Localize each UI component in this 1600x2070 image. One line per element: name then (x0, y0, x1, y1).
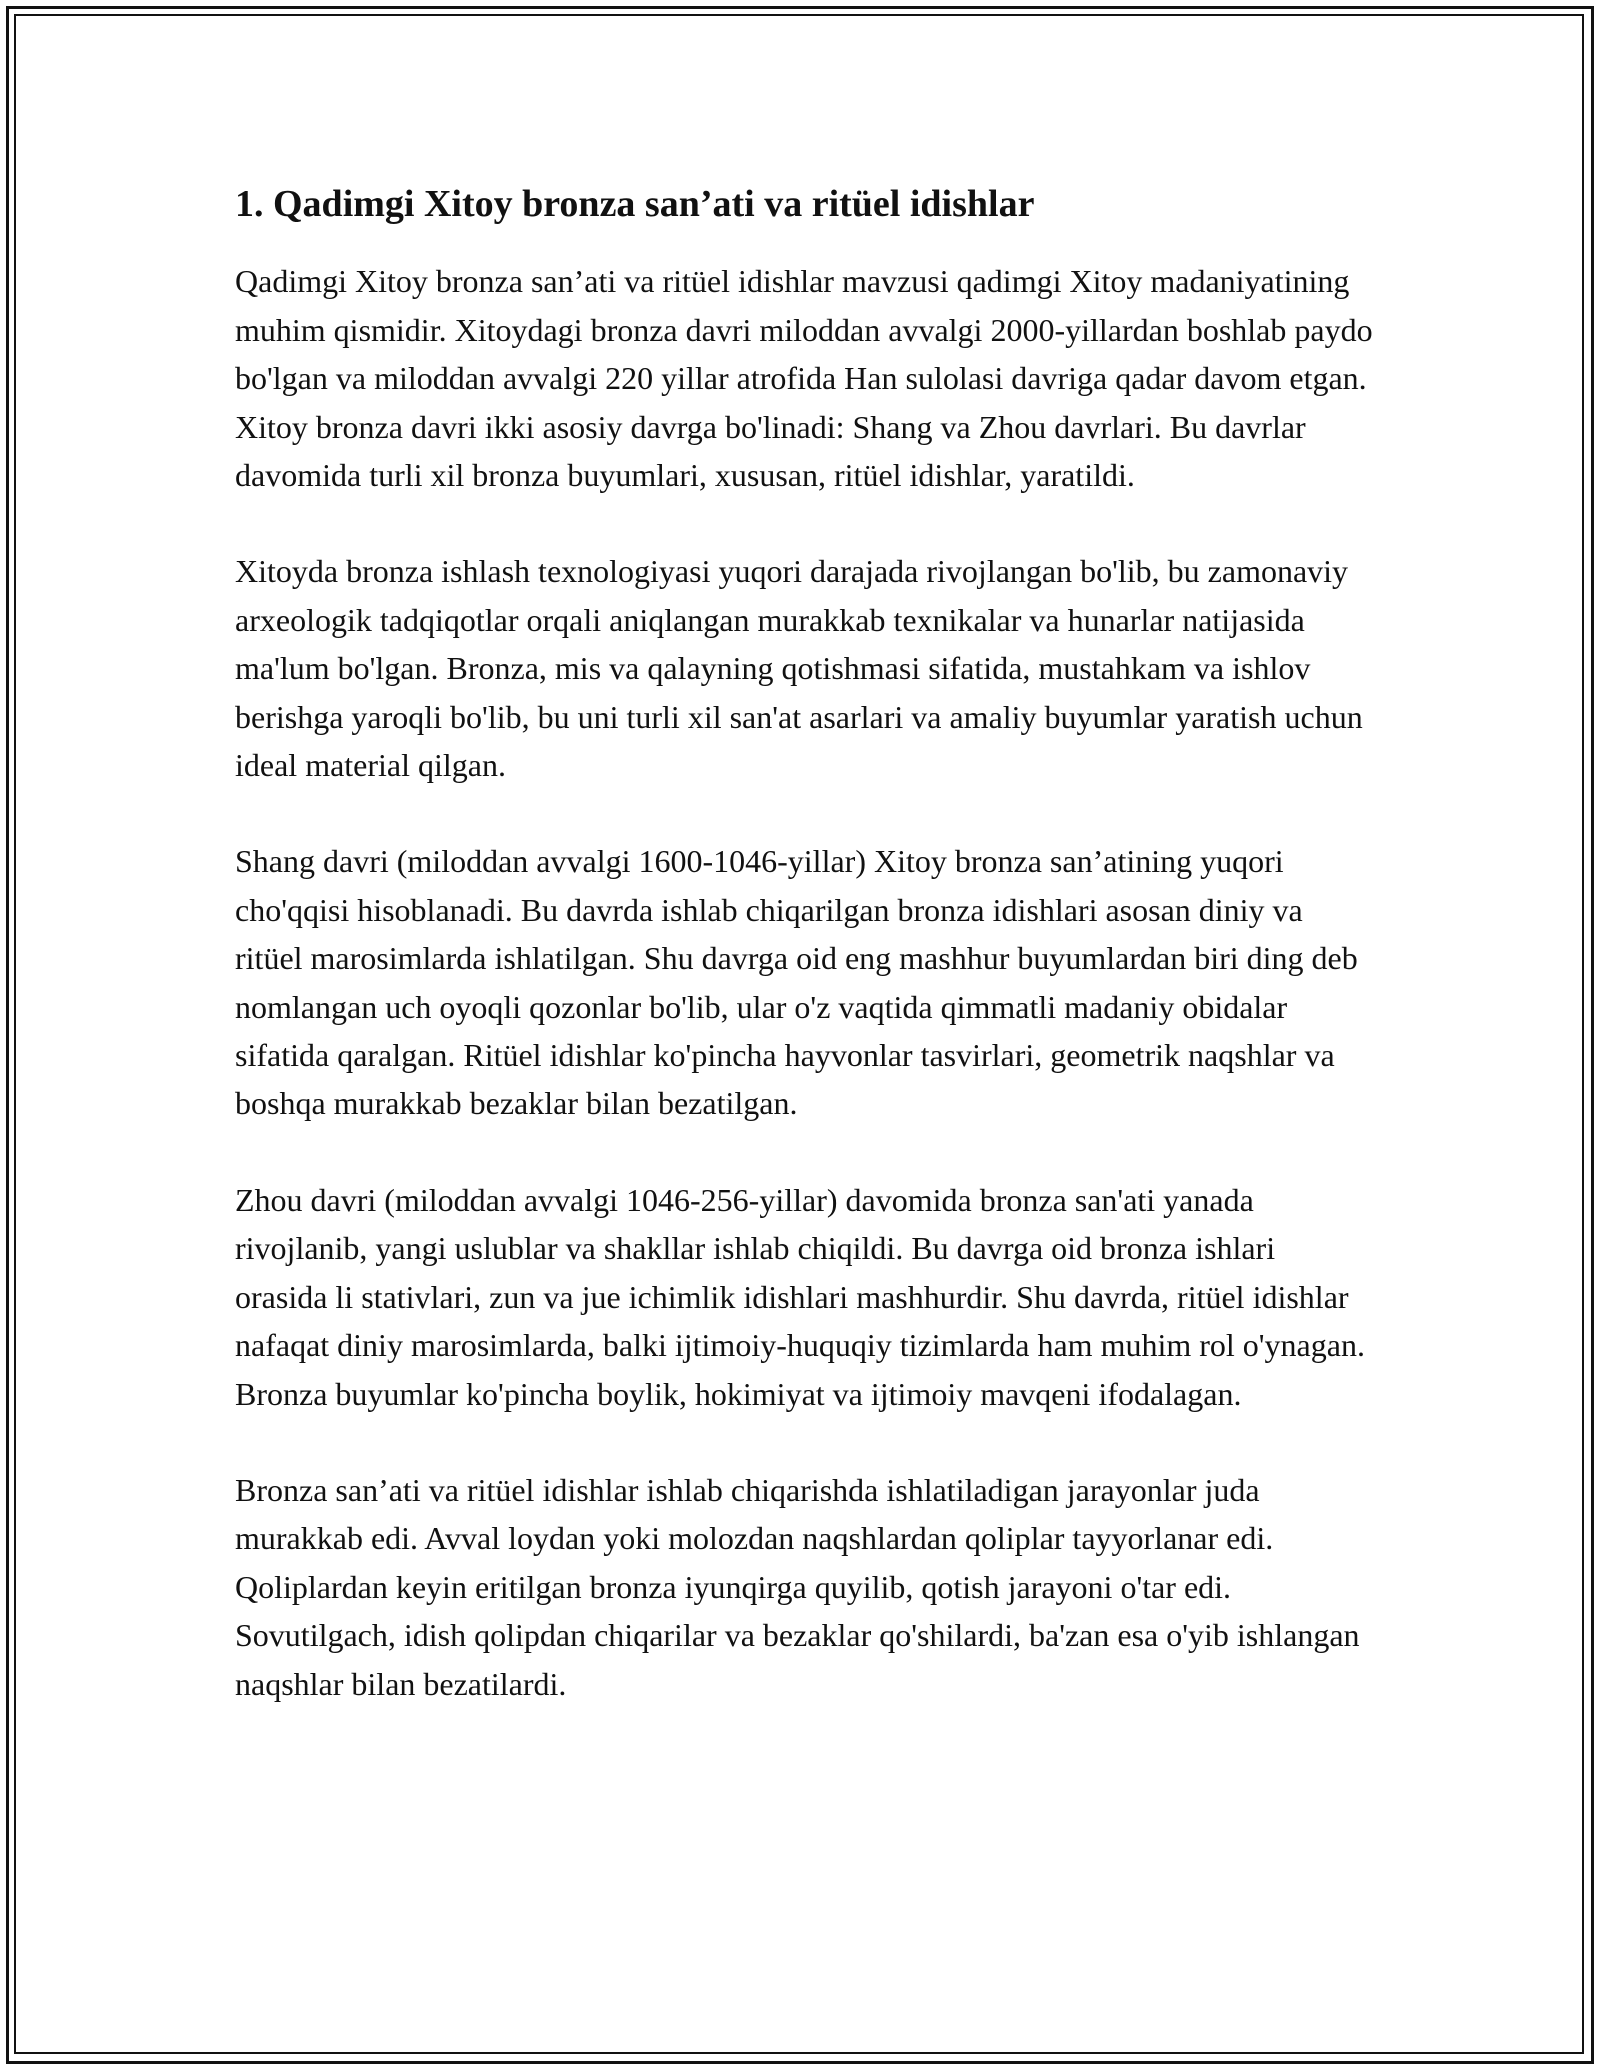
paragraph-2: Xitoyda bronza ishlash texnologiyasi yuqori darajada rivojlangan bo'lib, bu zamonaviy arxeologik tadqiqotlar orqali aniqlangan murakkab texnikalar va hunarlar natijasida ma'lum bo'lgan. Bronza, mis va qalayning qotishmasi sifatida, mustahkam va ishlov berishga yaroqli bo'lib, bu uni turli xil san'at asarlari va amaliy buyumlar yaratish uchun ideal material qilgan. (235, 553, 1363, 784)
document-body (235, 180, 1375, 1756)
paragraph-5: Bronza san’ati va ritüel idishlar ishlab chiqarishda ishlatiladigan jarayonlar juda murakkab edi. Avval loydan yoki molozdan naqshlardan qoliplar tayyorlanar edi. Qoliplardan keyin eritilgan bronza iyunqirga quyilib, qotish jarayoni o'tar edi. Sovutilgach, idish qolipdan chiqarilar va bezaklar qo'shilardi, ba'zan esa o'yib ishlangan naqshlar bilan bezatilardi. (235, 1471, 1360, 1702)
paragraph-3: Shang davri (miloddan avvalgi 1600-1046-yillar) Xitoy bronza san’atining yuqori cho'qqisi hisoblanadi. Bu davrda ishlab chiqarilgan bronza idishlari asosan diniy va ritüel marosimlarda ishlatilgan. Shu davrga oid eng mashhur buyumlardan biri ding deb nomlangan uch oyoqli qozonlar bo'lib, ular o'z vaqtida qimmatli madaniy obidalar sifatida qaralgan. Ritüel idishlar ko'pincha hayvonlar tasvirlari, geometrik naqshlar va boshqa murakkab bezaklar bilan bezatilgan. (235, 843, 1358, 1122)
paragraph-4: Zhou davri (miloddan avvalgi 1046-256-yillar) davomida bronza san'ati yanada rivojlanib, yangi uslublar va shakllar ishlab chiqildi. Bu davrga oid bronza ishlari orasida li stativlari, zun va jue ichimlik idishlari mashhurdir. Shu davrda, ritüel idishlar nafaqat diniy marosimlarda, balki ijtimoiy-huquqiy tizimlarda ham muhim rol o'ynagan. Bronza buyumlar ko'pincha boylik, hokimiyat va ijtimoiy mavqeni ifodalagan. (235, 1181, 1365, 1412)
section-title: 1. Qadimgi Xitoy bronza san’ati va ritüel idishlar (235, 183, 1035, 225)
paragraph-1: Qadimgi Xitoy bronza san’ati va ritüel idishlar mavzusi qadimgi Xitoy madaniyatining muhim qismidir. Xitoydagi bronza davri miloddan avvalgi 2000-yillardan boshlab paydo bo'lgan va miloddan avvalgi 220 yillar atrofida Han sulolasi davriga qadar davom etgan. Xitoy bronza davri ikki asosiy davrga bo'linadi: Shang va Zhou davrlari. Bu davrlar davomida turli xil bronza buyumlari, xususan, ritüel idishlar, yaratildi. (235, 263, 1373, 494)
